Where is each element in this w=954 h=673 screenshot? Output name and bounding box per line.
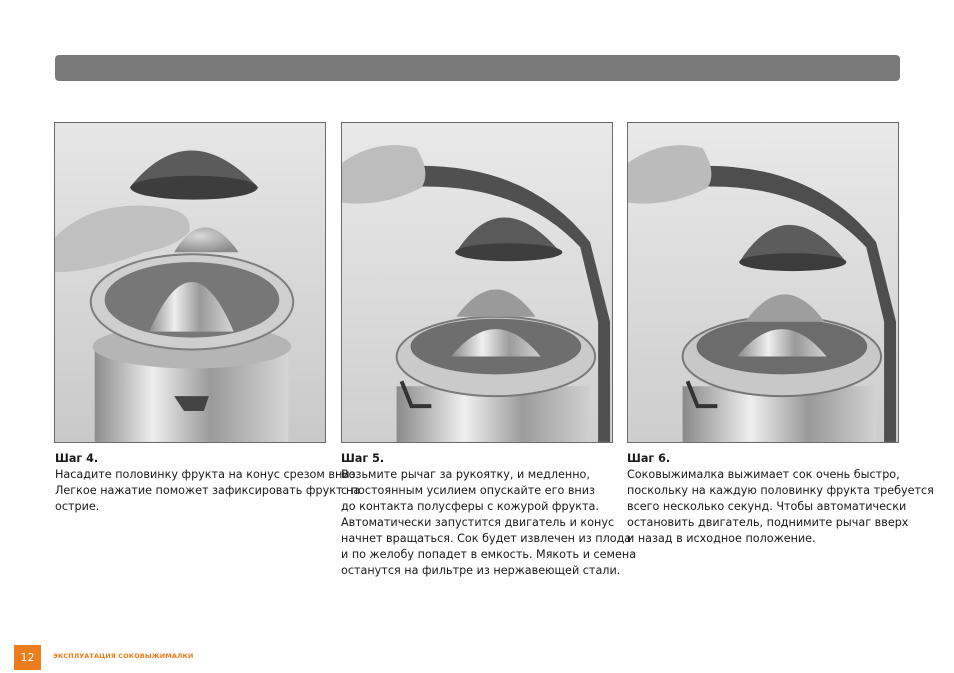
step-title: Шаг 4. xyxy=(55,452,99,465)
step-line: Легкое нажатие поможет зафиксировать фрукт на xyxy=(55,484,361,497)
step-title: Шаг 6. xyxy=(627,452,671,465)
step-line: Насадите половинку фрукта на конус срезом вниз. xyxy=(55,468,360,481)
step-line: Автоматически запустится двигатель и конус xyxy=(341,516,615,529)
header-bar xyxy=(55,55,900,81)
step-line: до контакта полусферы с кожурой фрукта. xyxy=(341,500,599,513)
step-line: острие. xyxy=(55,500,100,513)
step-4-text xyxy=(55,451,361,515)
step-title: Шаг 5. xyxy=(341,452,385,465)
step-6-photo xyxy=(627,122,899,443)
step-line: остановить двигатель, поднимите рычаг вверх xyxy=(627,516,909,529)
step-line: начнет вращаться. Сок будет извлечен из плода xyxy=(341,532,632,545)
step-line: и по желобу попадет в емкость. Мякоть и семена xyxy=(341,548,637,561)
step-line: всего несколько секунд. Чтобы автоматически xyxy=(627,500,907,513)
step-4-photo xyxy=(54,122,326,443)
step-5-photo xyxy=(341,122,613,443)
step-line: Соковыжималка выжимает сок очень быстро, xyxy=(627,468,900,481)
step-line: с постоянным усилием опускайте его вниз xyxy=(341,484,595,497)
step-6-text xyxy=(627,451,934,547)
running-title: ЭКСПЛУАТАЦИЯ СОКОВЫЖИМАЛКИ xyxy=(53,652,194,660)
step-line: останутся на фильтре из нержавеющей стали. xyxy=(341,564,621,577)
step-line: поскольку на каждую половинку фрукта требуется xyxy=(627,484,934,497)
step-5-text xyxy=(341,451,637,579)
step-line: Возьмите рычаг за рукоятку, и медленно, xyxy=(341,468,590,481)
step-line: и назад в исходное положение. xyxy=(627,532,816,545)
page-number: 12 xyxy=(14,645,41,670)
